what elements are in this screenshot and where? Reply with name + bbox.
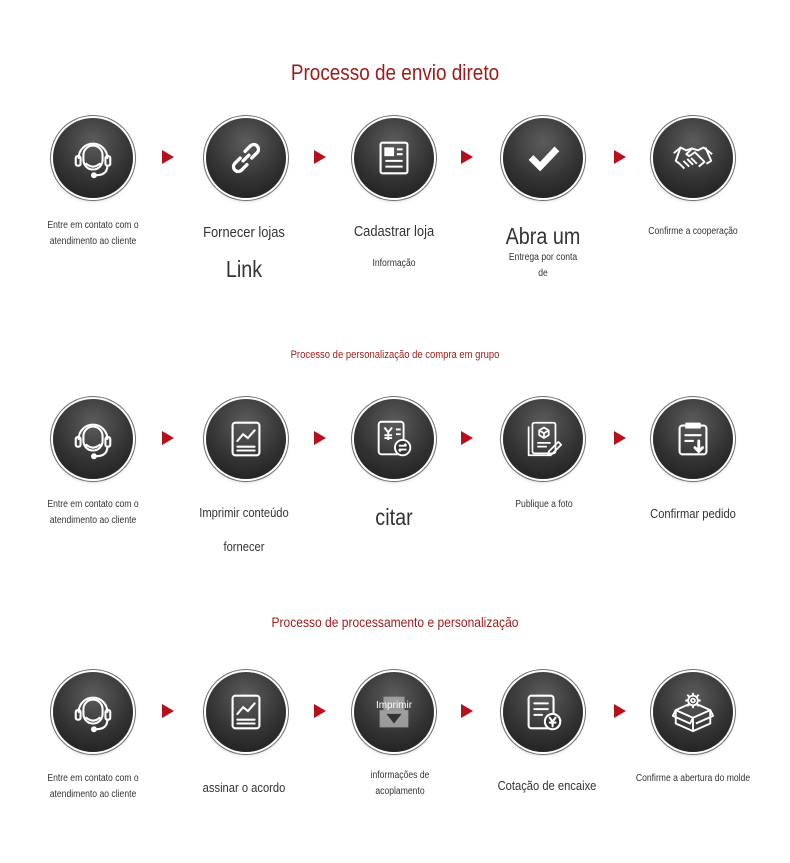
step-arrow [314,150,326,164]
step-circle [206,118,286,198]
step-arrow [314,431,326,445]
printer-icon [371,689,417,735]
step-arrow [162,431,174,445]
step-label: citar [375,504,413,530]
step-arrow [314,704,326,718]
printer-overlay-label: Imprimir [375,700,413,711]
step-arrow [614,704,626,718]
headset-icon [70,135,116,181]
quote-invoice-icon [371,416,417,462]
step-circle [503,118,583,198]
step-circle [354,399,434,479]
step-label-secondary: Entrega por conta de [508,252,578,279]
chart-document-icon [223,689,269,735]
step-arrow [461,704,473,718]
headset-icon [70,689,116,735]
step-circle [354,672,434,752]
step-circle [206,399,286,479]
section-title-direct-shipping: Processo de envio direto [290,60,500,85]
step-circle [354,118,434,198]
step-arrow [162,150,174,164]
step-circle [53,672,133,752]
step-arrow [162,704,174,718]
step-circle [53,118,133,198]
step-label-secondary: Link [225,256,263,282]
headset-icon [70,416,116,462]
step-circle [206,672,286,752]
handshake-icon [670,135,716,181]
step-label: Publique a foto [515,499,573,510]
checkmark-icon [520,135,566,181]
gear-box-icon [670,689,716,735]
step-circle [653,399,733,479]
step-circle [53,399,133,479]
confirm-order-icon [670,416,716,462]
section-title-processing: Processo de processamento e personalização [271,614,519,630]
publish-photo-icon [520,416,566,462]
invoice-yen-icon [520,689,566,735]
step-circle [503,399,583,479]
step-label: Entre em contato com o atendimento ao cliente [47,220,139,247]
step-label: Cotação de encaixe [497,778,597,793]
step-arrow [461,150,473,164]
link-icon [223,135,269,181]
step-label: assinar o acordo [202,780,286,795]
step-label: Confirme a abertura do molde [635,773,751,784]
step-circle [653,118,733,198]
step-label: Imprimir conteúdo [199,505,289,520]
step-arrow [614,150,626,164]
step-circle [503,672,583,752]
step-label-secondary: Informação [372,258,416,269]
step-label: Entre em contato com o atendimento ao cliente [47,773,139,800]
step-arrow [461,431,473,445]
step-label: Entre em contato com o atendimento ao cliente [47,499,139,526]
step-label-secondary: fornecer [223,539,265,554]
step-label: Confirme a cooperação [648,226,738,237]
form-icon [371,135,417,181]
step-label: Confirmar pedido [650,506,736,521]
step-label: informações de acoplamento [370,770,430,797]
step-circle [653,672,733,752]
step-label: Cadastrar loja [353,223,435,240]
step-label: Fornecer lojas [203,224,285,241]
step-label: Abra um [505,223,581,249]
step-arrow [614,431,626,445]
section-title-group-purchase: Processo de personalização de compra em grupo [290,349,500,361]
chart-document-icon [223,416,269,462]
